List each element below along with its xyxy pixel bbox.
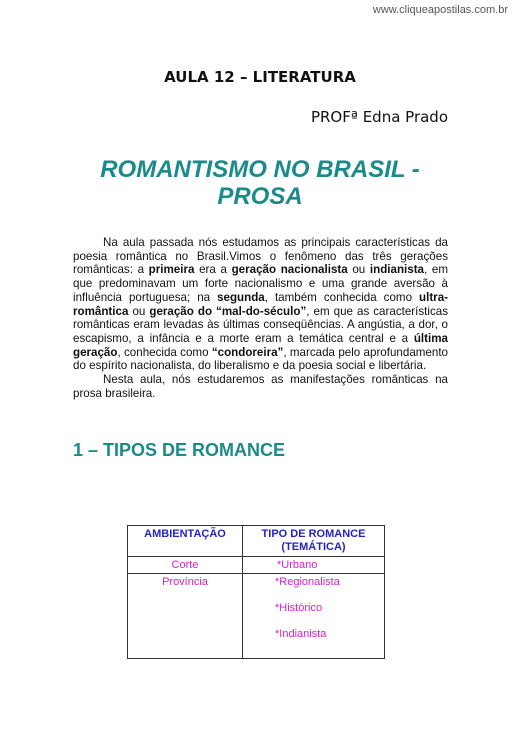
page-title-line-2: PROSA: [217, 183, 303, 210]
intro-text-run: ou: [347, 263, 370, 277]
page-title: [60, 156, 460, 210]
intro-text-run: era a: [194, 263, 232, 277]
intro-bold-run: geração do “mal-do-século”: [149, 304, 307, 318]
intro-bold-run: ultra-romântica: [73, 290, 448, 318]
table-row: [128, 574, 385, 659]
table-cell-types: [243, 574, 385, 659]
table-cell-types: [243, 557, 385, 574]
table-row: [128, 557, 385, 574]
romance-type: *Regionalista: [275, 576, 340, 588]
intro-text: [73, 236, 448, 400]
lesson-title: AULA 12 – LITERATURA: [164, 68, 356, 86]
page-title-line-1: ROMANTISMO NO BRASIL -: [100, 156, 420, 183]
table-header-row: [128, 526, 385, 557]
intro-text-run: , conhecida como: [117, 345, 212, 359]
intro-bold-run: segunda: [217, 290, 265, 304]
watermark-url: www.cliqueapostilas.com.br: [372, 4, 508, 16]
romance-type: *Indianista: [275, 628, 327, 640]
table-cell-setting: Corte: [128, 557, 243, 574]
intro-bold-run: indianista: [369, 263, 425, 277]
romance-type: *Histórico: [275, 602, 323, 614]
intro-bold-run: “condoreira”: [211, 345, 284, 359]
intro-paragraph-2: Nesta aula, nós estudaremos as manifestações românticas na prosa brasileira.: [73, 373, 448, 400]
intro-text-run: , marcada pelo aprofundamento do espírito nacionalista, do liberalismo e da poesia social e libertária.: [73, 345, 448, 373]
intro-bold-run: última geração: [73, 331, 448, 359]
intro-paragraph-1: [73, 236, 448, 373]
intro-text-run: , em que as características românticas eram levadas às últimas conseqüências. A angústia, a dor, o escapismo, a infância e a morte eram a temática central e a: [73, 304, 448, 345]
header-tipo-de-romance: TIPO DE ROMANCE (TEMÁTICA): [243, 526, 385, 557]
intro-text-run: ou: [128, 304, 150, 318]
intro-text-run: Na aula passada nós estudamos as principais características da poesia romântica no Brasil.Vimos o fenômeno das três gerações românticas: a: [73, 236, 448, 277]
header-ambientacao: AMBIENTAÇÃO: [128, 526, 243, 557]
romance-type: *Urbano: [277, 559, 318, 571]
section-heading: 1 – TIPOS DE ROMANCE: [73, 440, 286, 460]
table-cell-setting: Província: [128, 574, 243, 659]
intro-text-run: , em que predominavam um forte nacionalismo e uma grande aversão à influência portuguesa; na: [73, 263, 448, 304]
intro-bold-run: geração nacionalista: [231, 263, 348, 277]
intro-bold-run: primeira: [148, 263, 195, 277]
teacher-name: PROFª Edna Prado: [310, 108, 448, 126]
intro-text-run: , também conhecida como: [264, 290, 420, 304]
romance-types-table: [127, 525, 385, 659]
